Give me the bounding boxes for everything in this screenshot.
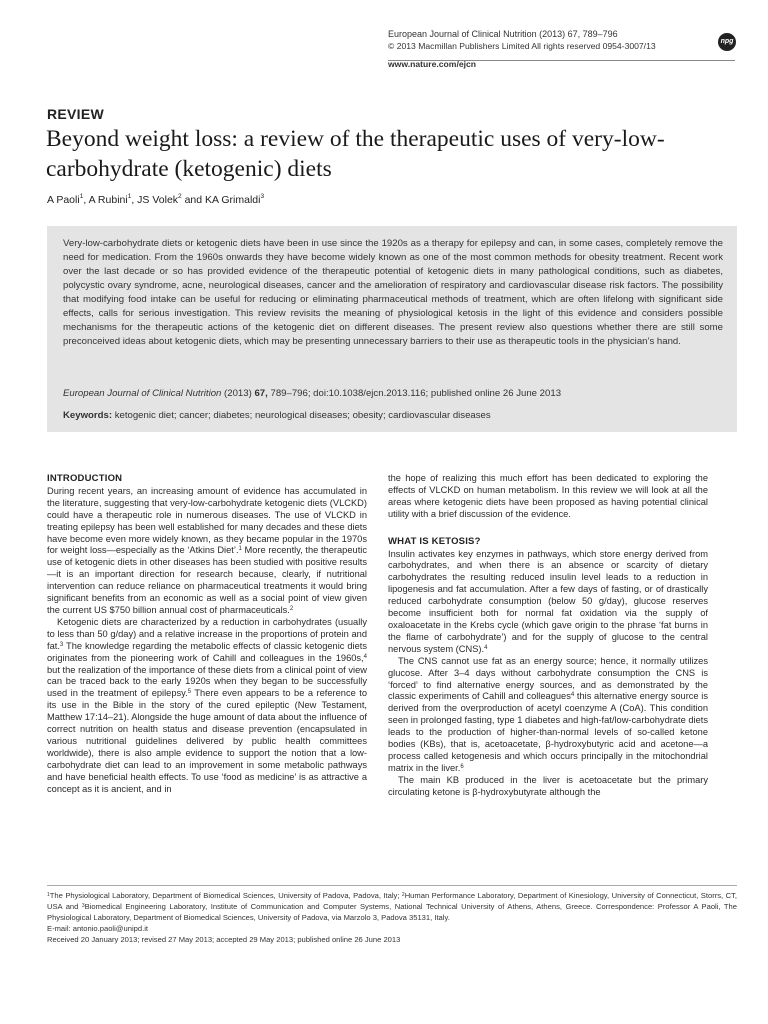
ketosis-paragraph: The main KB produced in the liver is acetoacetate but the primary circulating ketone is β-hydroxybutyrate although the bbox=[388, 774, 708, 797]
ketosis-paragraph bbox=[388, 656, 708, 775]
reference-mark[interactable]: 6 bbox=[460, 763, 464, 770]
paragraph-text: Insulin activates key enzymes in pathways, which store energy derived from carbohydrates, and when there is an absence or scarcity of dietary carbohydrates the resulting reduced insulin level leads to a reduction in lipogenesis and fat accumulation. After a few days of fasting, or of drastically reduced carbohydrate consumption (below 50 g/day), glucose reserves become insufficient both for normal fat oxidation via the supply of oxaloacetate in the Krebs cycle (which gave origin to the phrase ‘fat burns in the flame of carbohydrate’) and for the supply of glucose to the central nervous system (CNS). bbox=[388, 548, 708, 654]
paragraph-text: this alternative energy source is derived from the overproduction of acetyl coenzyme A (CoA). This condition seen in prolonged fasting, type 1 diabetes and high-fat/low-carbohydrate diets leads to the production of higher-than-normal levels of so-called ketone bodies (KBs), that is, acetoacetate, β-hydroxybutyric acid and acetone—a process called ketogenesis and which occurs principally in the mitochondrial matrix in the liver. bbox=[388, 691, 708, 773]
affiliation-mark: 3 bbox=[81, 903, 85, 909]
citation-details: 789–796; doi:10.1038/ejcn.2013.116; published online 26 June 2013 bbox=[267, 388, 562, 399]
author-affiliation-mark: 3 bbox=[260, 193, 265, 200]
paragraph-text: The CNS cannot use fat as an energy source; hence, it normally utilizes glucose. After 3–4 days without carbohydrate consumption the CNS is ‘forced’ to find alternative energy sources, and as demonstrated by the classic experiments of Cahill and colleagues bbox=[388, 655, 708, 702]
journal-citation-line: European Journal of Clinical Nutrition (2013) 67, 789–796 bbox=[388, 29, 618, 39]
keywords-list: ketogenic diet; cancer; diabetes; neurological diseases; obesity; cardiovascular diseases bbox=[112, 410, 491, 421]
author-list bbox=[47, 194, 264, 206]
keywords bbox=[63, 410, 723, 421]
author-name: JS Volek bbox=[137, 194, 179, 206]
affiliation-text: Biomedical Engineering Laboratory, Institute of Communication and Computer Systems, National Technical University of Athens, Athens, Greece. Correspondence: Professor A Paoli, The Physiological Laboratory, Department of Biomedical Sciences, University of Padova, via Marzolo 3, Padova 35131, Italy. bbox=[47, 902, 737, 922]
abstract-text: Very-low-carbohydrate diets or ketogenic diets have been in use since the 1920s as a therapy for epilepsy and can, in some cases, completely remove the need for medication. From the 1960s onwards they have become widely known as one of the most common methods for obesity treatment. Recent work over the last decade or so has provided evidence of the therapeutic potential of ketogenic diets in many pathological conditions, such as diabetes, polycystic ovary syndrome, acne, neurological diseases, cancer and the amelioration of respiratory and cardiovascular disease risk factors. The possibility that modifying food intake can be useful for reducing or eliminating pharmaceutical methods of treatment, which are often lifelong with significant side effects, calls for serious investigation. This review revisits the meaning of physiological ketosis in the light of this evidence and considers possible mechanisms for the therapeutic actions of the ketogenic diet on different diseases. The present review also questions whether there are still some preconceived ideas about ketogenic diets, which may be presenting unnecessary barriers to their use as therapeutic tools in the physician’s hand. bbox=[63, 238, 723, 347]
citation-journal: European Journal of Clinical Nutrition bbox=[63, 388, 222, 399]
paragraph-text: but the realization of the importance of these diets from a clinical point of view can be traced back to the early 1920s when they began to be successfully used in the treatment of epilepsy. bbox=[47, 664, 367, 699]
right-column bbox=[388, 473, 708, 799]
article-type-label: REVIEW bbox=[47, 106, 105, 122]
keywords-label: Keywords: bbox=[63, 410, 113, 421]
article-dates: Received 20 January 2013; revised 27 May 2013; accepted 29 May 2013; published online 26 June 2013 bbox=[47, 935, 401, 944]
journal-url-link[interactable]: www.nature.com/ejcn bbox=[388, 59, 477, 69]
journal-header bbox=[388, 28, 688, 70]
author-separator: , bbox=[83, 194, 89, 206]
reference-mark[interactable]: 1 bbox=[238, 546, 242, 553]
citation-year: (2013) bbox=[221, 388, 255, 399]
article-citation bbox=[63, 388, 723, 399]
footnotes bbox=[47, 890, 737, 945]
paragraph-text: Ketogenic diets are characterized by a reduction in carbohydrates (usually to less than 50 g/day) and a relative increase in the proportions of protein and fat. bbox=[47, 616, 367, 651]
affiliation-text: Human Performance Laboratory, Department of Kinesiology, University of Connecticut, Storrs, CT, USA and bbox=[47, 891, 738, 911]
affiliations-footnote bbox=[47, 890, 737, 923]
author-name: A Rubini bbox=[88, 194, 128, 206]
ketosis-heading: WHAT IS KETOSIS? bbox=[388, 535, 481, 547]
author-name: A Paoli bbox=[47, 194, 80, 206]
author-name: KA Grimaldi bbox=[205, 194, 261, 206]
copyright-line: © 2013 Macmillan Publishers Limited All rights reserved 0954-3007/13 bbox=[388, 41, 656, 51]
abstract-box bbox=[47, 226, 737, 432]
author-affiliation-mark: 1 bbox=[127, 193, 132, 200]
reference-mark[interactable]: 2 bbox=[289, 605, 294, 612]
introduction-paragraph bbox=[47, 486, 367, 617]
paragraph-text: During recent years, an increasing amount of evidence has accumulated in the literature, suggesting that very-low-carbohydrate ketogenic diets (VLCKD) could have a therapeutic role in numerous diseases. The use of VLCKD in treating epilepsy has been well established for many decades and these diets have become even more widely known, as they became popular in the 1970s for weight loss—especially as the ‘Atkins Diet’. bbox=[47, 485, 367, 556]
author-affiliation-mark: 1 bbox=[79, 193, 84, 200]
reference-mark[interactable]: 4 bbox=[484, 644, 488, 651]
introduction-paragraph: the hope of realizing this much effort has been dedicated to exploring the effects of VLCKD on human metabolism. In this review we will look at all the areas where ketogenic diets have been proposed as having potential clinical utility with a brief discussion of the evidence. bbox=[388, 473, 708, 519]
section-gap bbox=[388, 521, 708, 536]
reference-mark[interactable]: 4 bbox=[363, 653, 367, 660]
article-title: Beyond weight loss: a review of the therapeutic uses of very-low-carbohydrate (ketogenic) diets bbox=[46, 126, 665, 182]
footnote-divider bbox=[47, 885, 737, 886]
author-separator: , bbox=[131, 194, 138, 206]
affiliation-mark: 2 bbox=[401, 892, 405, 898]
correspondence-email[interactable]: E-mail: antonio.paoli@unipd.it bbox=[47, 924, 148, 933]
affiliation-mark: 1 bbox=[47, 892, 50, 898]
author-separator: and bbox=[181, 194, 206, 206]
left-column bbox=[47, 473, 367, 795]
paragraph-text: The knowledge regarding the metabolic effects of classic ketogenic diets originates from the pioneering work of Cahill and colleagues in the 1960s, bbox=[47, 640, 367, 663]
affiliation-text: The Physiological Laboratory, Department of Biomedical Sciences, University of Padova, Padova, Italy; bbox=[49, 891, 402, 900]
reference-mark[interactable]: 3 bbox=[59, 641, 64, 648]
introduction-paragraph bbox=[47, 617, 367, 796]
paragraph-text: More recently, the therapeutic use of ketogenic diets in other diseases has been studied with positive results—it is an important direction for research because, clearly, if nutritional intervention can reduce reliance on pharmaceutical treatments it would bring significant benefits from an economic as well as a social point of view given the current US $750 billion annual cost of pharmaceuticals. bbox=[47, 545, 367, 615]
reference-mark[interactable]: 4 bbox=[570, 692, 575, 699]
header-divider bbox=[388, 60, 735, 61]
ketosis-paragraph bbox=[388, 549, 708, 656]
author-affiliation-mark: 2 bbox=[178, 193, 182, 200]
paragraph-text: There even appears to be a reference to its use in the Bible in the story of the cured epileptic (New Testament, Matthew 17:14–21). Alongside the huge amount of data about the influence of correct nutrition on health status and disease prevention (encapsulated in various nutritional guidelines delivered by public health committees worldwide), there is also ample evidence to support the notion that a low-carbohydrate diet can lead to an improvement in some metabolic pathways and have beneficial health effects. To use ‘food as medicine’ is as attractive a concept as it is ancient, and in bbox=[47, 688, 367, 794]
introduction-heading: INTRODUCTION bbox=[47, 473, 123, 484]
reference-mark[interactable]: 5 bbox=[187, 689, 192, 696]
npg-logo: npg bbox=[718, 33, 736, 51]
citation-volume: 67, bbox=[254, 388, 268, 399]
